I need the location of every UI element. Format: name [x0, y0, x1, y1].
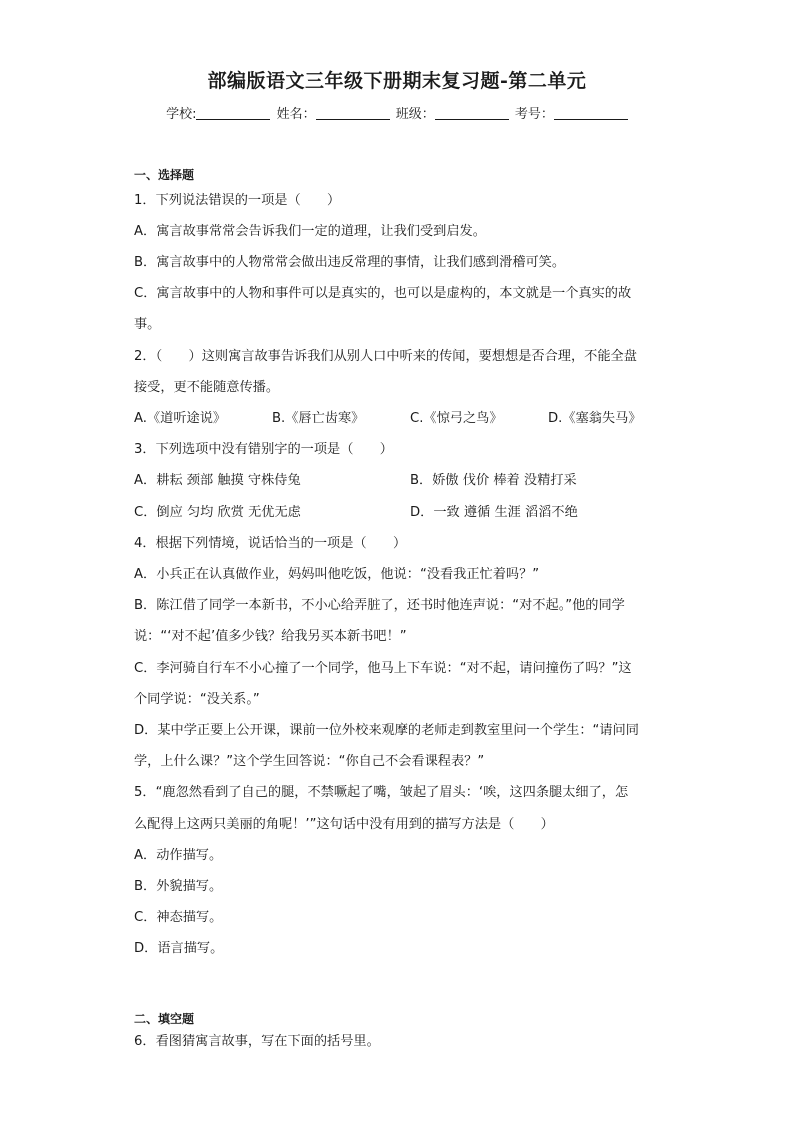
school-blank[interactable] — [196, 106, 270, 120]
question-line: 事。 — [134, 317, 161, 332]
question-line: 学，上什么课？”这个学生回答说：“你自己不会看课程表？” — [134, 754, 485, 769]
q3-option-c: C．倒应 匀均 欣赏 无优无虑 — [134, 505, 301, 520]
question-line: A．动作描写。 — [134, 848, 223, 863]
question-line: 1．下列说法错误的一项是（ ） — [134, 193, 341, 208]
document-title: 部编版语文三年级下册期末复习题-第二单元 — [207, 70, 587, 92]
exam-number-blank[interactable] — [554, 106, 628, 120]
question-line: C．寓言故事中的人物和事件可以是真实的，也可以是虚构的，本文就是一个真实的故 — [134, 286, 632, 301]
name-field — [277, 103, 390, 122]
question-line: B．陈江借了同学一本新书，不小心给弄脏了，还书时他连声说：“对不起。”他的同学 — [134, 598, 625, 613]
question-line: 6．看图猜寓言故事，写在下面的括号里。 — [134, 1034, 380, 1049]
name-blank[interactable] — [316, 106, 390, 120]
q2-option-a: A.《道听途说》 — [134, 411, 227, 426]
student-info-row — [0, 103, 794, 122]
q3-option-d: D．一致 遵循 生涯 滔滔不绝 — [410, 505, 578, 520]
class-label: 班级： — [395, 107, 435, 122]
question-line: 个同学说：“没关系。” — [134, 692, 260, 707]
question-line: 2．（ ）这则寓言故事告诉我们从别人口中听来的传闻，要想想是否合理，不能全盘 — [134, 349, 637, 364]
class-blank[interactable] — [435, 106, 509, 120]
question-line: A．小兵正在认真做作业，妈妈叫他吃饭，他说：“没看我正忙着吗？” — [134, 567, 540, 582]
section-heading-fill: 二、填空题 — [134, 1012, 195, 1026]
q3-option-b: B．娇傲 伐价 棒着 没精打采 — [410, 473, 577, 488]
question-line: 5．“鹿忽然看到了自己的腿，不禁噘起了嘴，皱起了眉头：‘唉，这四条腿太细了，怎 — [134, 785, 629, 800]
question-line: B．寓言故事中的人物常常会做出违反常理的事情，让我们感到滑稽可笑。 — [134, 255, 566, 270]
school-field — [166, 103, 270, 122]
question-line: B．外貌描写。 — [134, 879, 223, 894]
school-label: 学校: — [166, 107, 197, 122]
question-line: 3．下列选项中没有错别字的一项是（ ） — [134, 442, 393, 457]
q2-option-c: C.《惊弓之鸟》 — [410, 411, 503, 426]
q2-option-b: B.《唇亡齿寒》 — [272, 411, 365, 426]
section-heading-choice: 一、选择题 — [134, 168, 195, 182]
question-line: 4．根据下列情境，说话恰当的一项是（ ） — [134, 536, 407, 551]
exam-number-field — [515, 103, 628, 122]
question-line: D．某中学正要上公开课，课前一位外校来观摩的老师走到教室里问一个学生：“请问同 — [134, 723, 639, 738]
q2-option-d: D.《塞翁失马》 — [548, 411, 642, 426]
question-line: 么配得上这两只美丽的角呢！’”这句话中没有用到的描写方法是（ ） — [134, 817, 554, 832]
exam-number-label: 考号： — [514, 107, 554, 122]
question-line: 接受，更不能随意传播。 — [134, 380, 280, 395]
question-line: C．李河骑自行车不小心撞了一个同学，他马上下车说：“对不起，请问撞伤了吗？”这 — [134, 661, 632, 676]
question-line: D．语言描写。 — [134, 941, 224, 956]
q3-option-a: A．耕耘 颈部 触摸 守株侍兔 — [134, 473, 301, 488]
name-label: 姓名： — [276, 107, 316, 122]
question-line: A．寓言故事常常会告诉我们一定的道理，让我们受到启发。 — [134, 224, 486, 239]
question-line: C．神态描写。 — [134, 910, 223, 925]
question-line: 说：“‘对不起’值多少钱？给我另买本新书吧！” — [134, 629, 407, 644]
class-field — [396, 103, 509, 122]
